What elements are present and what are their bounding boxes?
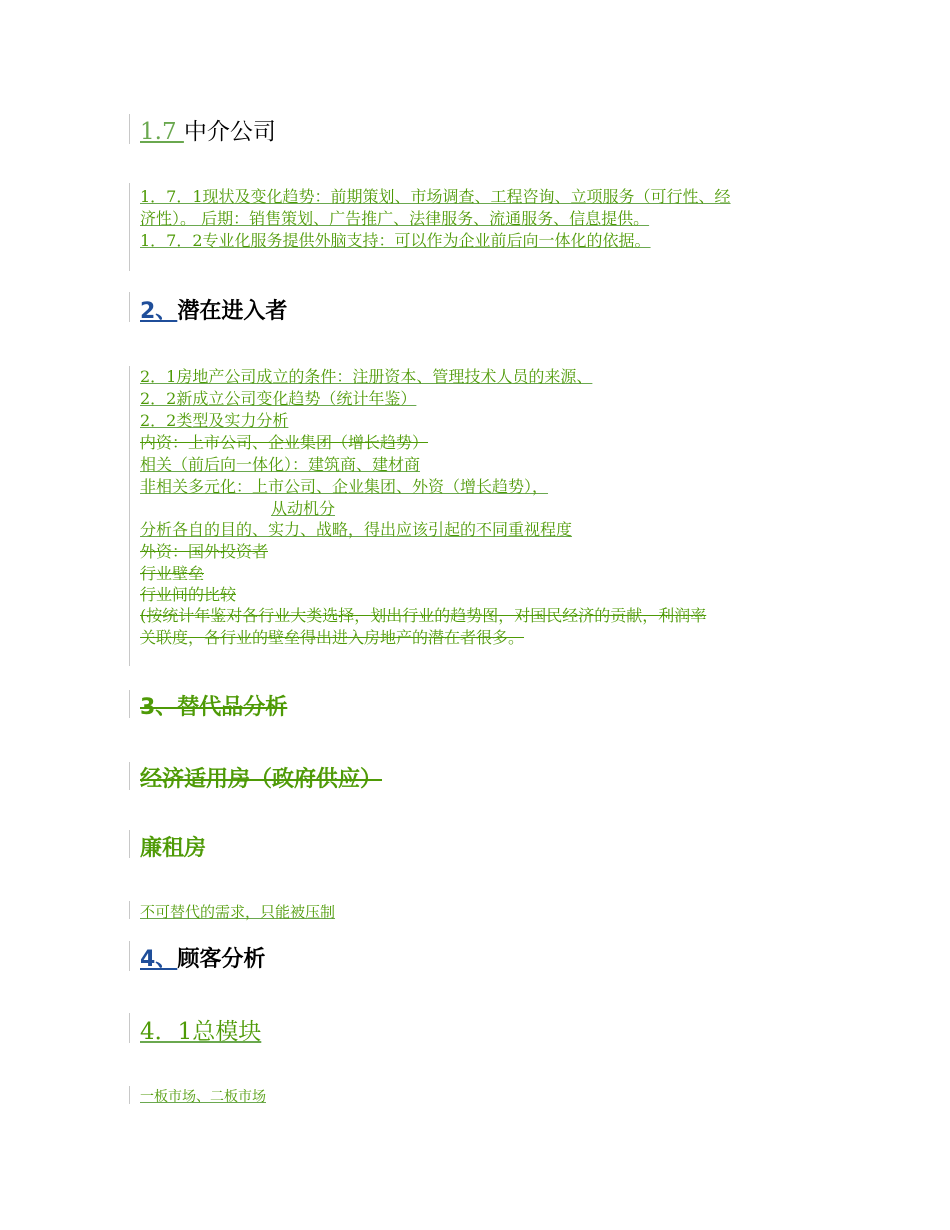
change-bar xyxy=(129,183,130,271)
heading-text: 经济适用房（政府供应） xyxy=(140,767,383,792)
line-barrier: 行业壁垒 xyxy=(140,564,205,583)
heading-number: 4、 xyxy=(140,947,178,972)
low-rent-housing-heading xyxy=(140,831,206,862)
note-text: 一板市场、二板市场 xyxy=(140,1089,266,1105)
paragraph-text: 专业化服务提供外脑支持：可以作为企业前后向一体化的依据。 xyxy=(202,231,651,250)
change-bar xyxy=(129,901,130,919)
change-bar xyxy=(129,366,130,666)
section-3-heading xyxy=(140,690,287,721)
heading-number: 2、 xyxy=(140,299,178,324)
heading-text: 廉租房 xyxy=(140,836,207,861)
change-bar xyxy=(129,292,130,322)
heading-text: 顾客分析 xyxy=(177,947,266,972)
line-related: 相关（前后向一体化）：建筑商、建材商 xyxy=(140,455,421,474)
section-4-heading xyxy=(140,942,265,973)
line-unrelated: 非相关多元化：上市公司、企业集团、外资（增长趋势）， xyxy=(140,477,549,496)
paragraph-number: 1．7．2 xyxy=(140,231,203,250)
line-foreign: 外资：国外投资者 xyxy=(140,542,269,561)
paragraph-text: 济性）。 后期：销售策划、广告推广、法律服务、流通服务、信息提供。 xyxy=(140,209,650,228)
paragraph-1-7-2 xyxy=(140,230,651,252)
section-4-1-heading xyxy=(140,1013,261,1046)
change-bar xyxy=(129,114,130,144)
paragraph-1-7-1 xyxy=(140,186,731,208)
change-bar xyxy=(129,830,130,858)
irreplaceable-demand-note xyxy=(140,901,335,922)
note-text: 不可替代的需求，只能被压制 xyxy=(140,903,336,921)
heading-text: 4．1总模块 xyxy=(140,1019,262,1045)
line-stats-1: (按统计年鉴对各行业大类选择，划出行业的趋势图，对国民经济的贡献，利润率 xyxy=(140,606,707,625)
change-bar xyxy=(129,690,130,718)
line-compare: 行业间的比较 xyxy=(140,585,237,604)
change-bar xyxy=(129,1013,130,1043)
line-2-2a: 2．2新成立公司变化趋势（统计年鉴） xyxy=(140,389,417,408)
line-2-1: 2．1房地产公司成立的条件：注册资本、管理技术人员的来源、 xyxy=(140,367,593,386)
line-domestic: 内资：上市公司、企业集团（增长趋势） xyxy=(140,433,429,452)
line-motive: 从动机分 xyxy=(271,499,336,518)
heading-text: 潜在进入者 xyxy=(177,299,288,324)
paragraph-text: 现状及变化趋势：前期策划、市场调查、工程咨询、立项服务（可行性、经 xyxy=(202,187,731,206)
heading-number: 1.7 xyxy=(140,119,184,145)
line-analysis: 分析各自的目的、实力、战略，得出应该引起的不同重视程度 xyxy=(140,520,573,539)
change-bar xyxy=(129,941,130,971)
heading-text: 3、替代品分析 xyxy=(140,695,288,720)
paragraph-number: 1．7．1 xyxy=(140,187,203,206)
heading-text: 中介公司 xyxy=(183,119,276,145)
line-stats-2: 关联度，各行业的壁垒得出进入房地产的潜在者很多。 xyxy=(140,628,525,647)
change-bar xyxy=(129,1086,130,1104)
change-bar xyxy=(129,762,130,790)
affordable-housing-heading xyxy=(140,762,382,793)
market-note xyxy=(140,1086,266,1106)
section-1-7-heading xyxy=(140,113,276,146)
paragraph-1-7-1-line2 xyxy=(140,208,649,230)
line-2-2b: 2．2类型及实力分析 xyxy=(140,411,289,430)
section-2-heading xyxy=(140,294,287,325)
